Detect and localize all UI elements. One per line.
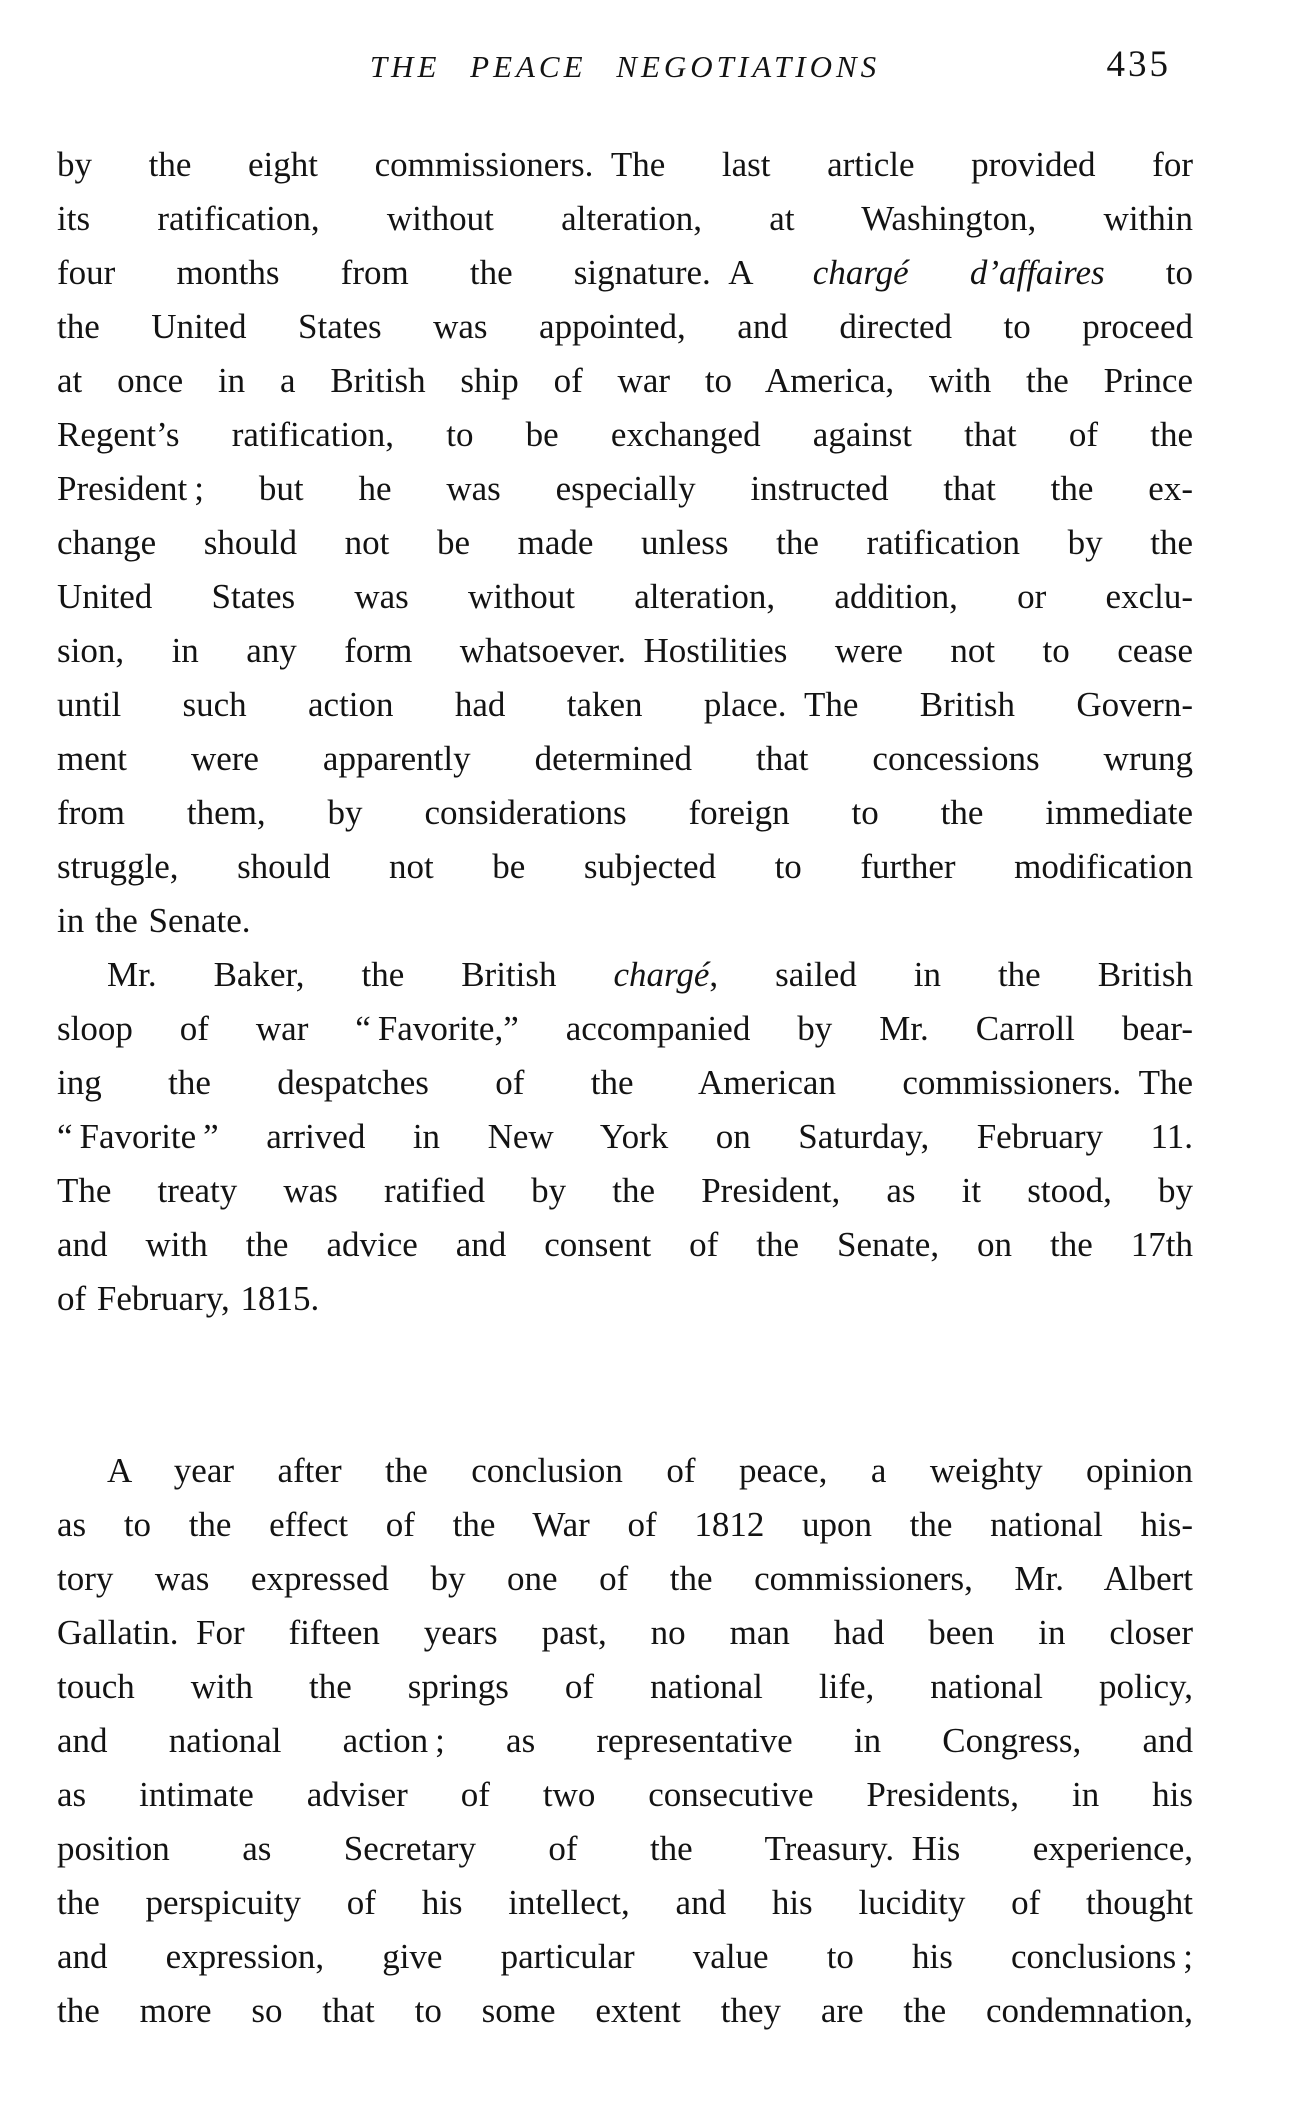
italic-phrase: chargé	[613, 955, 710, 994]
text-line	[57, 138, 1193, 192]
page-text	[57, 138, 1193, 2038]
text-segment: tory was expressed by one of the commissioners, Mr. Albert	[57, 1559, 1193, 1598]
text-line	[57, 1164, 1193, 1218]
text-segment: from them, by considerations foreign to the immediate	[57, 793, 1193, 832]
text-line	[57, 840, 1193, 894]
paragraph	[57, 948, 1193, 1326]
text-segment: , sailed in the British	[709, 955, 1193, 994]
text-segment: struggle, should not be subjected to further modification	[57, 847, 1193, 886]
text-segment: as to the effect of the War of 1812 upon the national his-	[57, 1505, 1193, 1544]
text-line	[57, 192, 1193, 246]
text-segment: change should not be made unless the ratification by the	[57, 523, 1193, 562]
text-line	[57, 1002, 1193, 1056]
text-segment: ing the despatches of the American commissioners. The	[57, 1063, 1193, 1102]
running-header-title: THE PEACE NEGOTIATIONS	[369, 49, 881, 84]
text-line	[57, 516, 1193, 570]
text-segment: the more so that to some extent they are the condemnation,	[57, 1991, 1193, 2030]
text-line	[57, 1444, 1193, 1498]
text-segment: as intimate adviser of two consecutive Presidents, in his	[57, 1775, 1193, 1814]
italic-phrase: chargé d’affaires	[812, 253, 1105, 292]
text-segment: and with the advice and consent of the Senate, on the 17th	[57, 1225, 1193, 1264]
text-line	[57, 1822, 1193, 1876]
text-segment: President ; but he was especially instructed that the ex-	[57, 469, 1193, 508]
text-line	[57, 246, 1193, 300]
text-line	[57, 1768, 1193, 1822]
text-line	[57, 1218, 1193, 1272]
paragraph	[57, 138, 1193, 948]
text-segment: the United States was appointed, and directed to proceed	[57, 307, 1193, 346]
text-line	[57, 1714, 1193, 1768]
text-line	[57, 1498, 1193, 1552]
text-segment: ment were apparently determined that concessions wrung	[57, 739, 1193, 778]
text-segment: Mr. Baker, the British	[107, 955, 614, 994]
text-line	[57, 894, 1193, 948]
text-line	[57, 1056, 1193, 1110]
text-line	[57, 354, 1193, 408]
text-line	[57, 624, 1193, 678]
text-segment: sloop of war “ Favorite,” accompanied by Mr. Carroll bear-	[57, 1009, 1193, 1048]
text-line	[57, 1272, 1193, 1326]
text-segment: United States was without alteration, addition, or exclu-	[57, 577, 1193, 616]
text-segment: to	[1104, 253, 1193, 292]
text-line	[57, 1552, 1193, 1606]
text-segment: Regent’s ratification, to be exchanged against that of the	[57, 415, 1193, 454]
text-line	[57, 732, 1193, 786]
text-segment: position as Secretary of the Treasury. His experience,	[57, 1829, 1193, 1868]
text-segment: by the eight commissioners. The last article provided for	[57, 145, 1193, 184]
text-line	[57, 1606, 1193, 1660]
text-segment: its ratification, without alteration, at Washington, within	[57, 199, 1193, 238]
text-line	[57, 462, 1193, 516]
running-header	[57, 42, 1193, 92]
text-segment: four months from the signature. A	[57, 253, 813, 292]
text-segment: Gallatin. For fifteen years past, no man had been in closer	[57, 1613, 1193, 1652]
text-segment: at once in a British ship of war to America, with the Prince	[57, 361, 1193, 400]
text-line	[57, 1930, 1193, 1984]
text-segment: the perspicuity of his intellect, and his lucidity of thought	[57, 1883, 1193, 1922]
text-segment: and national action ; as representative in Congress, and	[57, 1721, 1193, 1760]
text-line	[57, 300, 1193, 354]
text-line	[57, 948, 1193, 1002]
text-segment: until such action had taken place. The British Govern-	[57, 685, 1193, 724]
page-number: 435	[1106, 44, 1171, 85]
text-segment: in the Senate.	[57, 901, 251, 940]
text-line	[57, 1660, 1193, 1714]
text-line	[57, 1110, 1193, 1164]
text-segment: A year after the conclusion of peace, a weighty opinion	[107, 1451, 1193, 1490]
text-segment: “ Favorite ” arrived in New York on Saturday, February 11.	[57, 1117, 1193, 1156]
text-line	[57, 678, 1193, 732]
text-segment: and expression, give particular value to his conclusions ;	[57, 1937, 1193, 1976]
text-segment: The treaty was ratified by the President, as it stood, by	[57, 1171, 1193, 1210]
text-line	[57, 408, 1193, 462]
text-segment: touch with the springs of national life, national policy,	[57, 1667, 1193, 1706]
paragraph	[57, 1444, 1193, 2038]
text-line	[57, 1984, 1193, 2038]
text-segment: sion, in any form whatsoever. Hostilities were not to cease	[57, 631, 1193, 670]
text-line	[57, 786, 1193, 840]
text-line	[57, 1876, 1193, 1930]
text-segment: of February, 1815.	[57, 1279, 320, 1318]
text-line	[57, 570, 1193, 624]
